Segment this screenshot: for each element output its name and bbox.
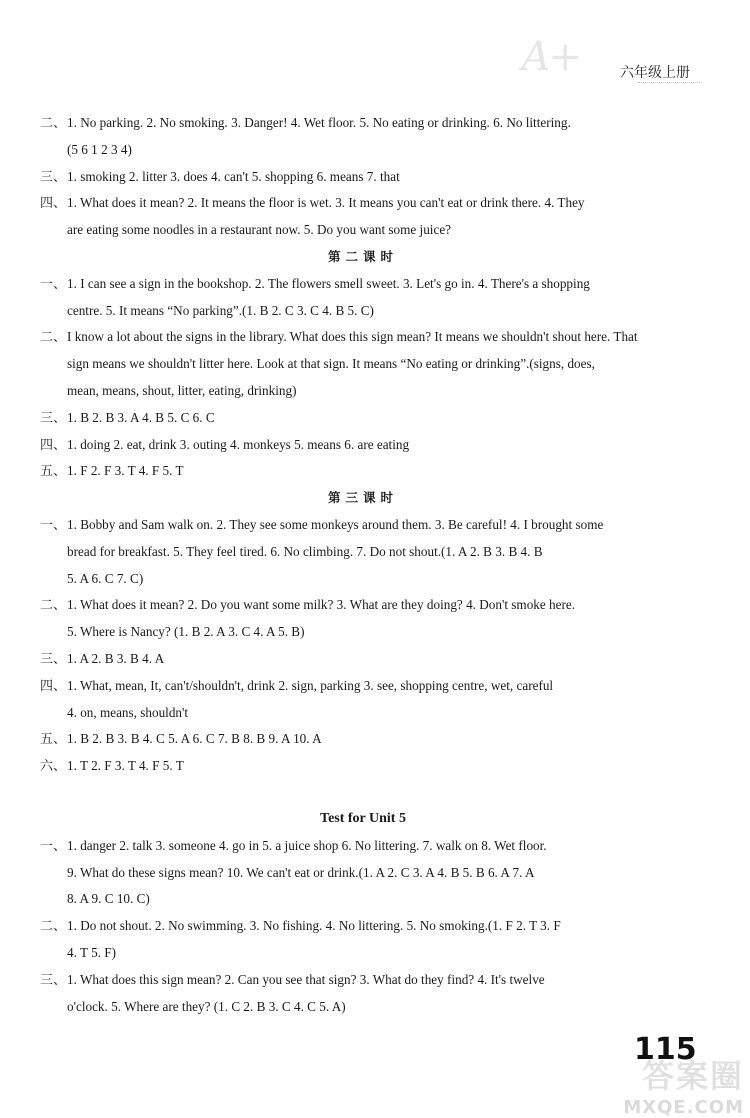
answer-line-continued: mean, means, shout, litter, eating, drinking) <box>67 382 297 398</box>
answer-line <box>40 753 686 780</box>
answer-text: 1. Do not shout. 2. No swimming. 3. No fishing. 4. No littering. 5. No smoking.(1. F 2. T 3. F <box>67 918 561 934</box>
answer-text: 1. What does it mean? 2. It means the floor is wet. 3. It means you can't eat or drink there. 4. They <box>67 195 585 211</box>
answer-line-continued: (5 6 1 2 3 4) <box>67 141 132 157</box>
answer-line-continued: 4. on, means, shouldn't <box>67 704 189 720</box>
section-number: 一、 <box>40 276 67 292</box>
answer-line-continued: 5. A 6. C 7. C) <box>67 570 144 586</box>
section-number: 二、 <box>40 919 67 935</box>
answer-text: 1. What does this sign mean? 2. Can you see that sign? 3. What do they find? 4. It's twelve <box>67 971 545 987</box>
answer-line-continued: o'clock. 5. Where are they? (1. C 2. B 3. C 4. C 5. A) <box>67 998 346 1014</box>
section-number: 三、 <box>40 410 67 426</box>
section-number: 六、 <box>40 759 67 775</box>
answer-line <box>40 164 686 191</box>
answer-line <box>40 646 686 673</box>
brand-logo-icon: A+ <box>521 34 580 80</box>
watermark-text: MXQE.COM <box>623 1097 744 1118</box>
section-number: 五、 <box>40 464 67 480</box>
answer-line-continued: 9. What do these signs mean? 10. We can't eat or drink.(1. A 2. C 3. A 4. B 5. B 6. A 7. A <box>67 864 535 880</box>
answer-line <box>40 673 686 700</box>
answer-text: 1. doing 2. eat, drink 3. outing 4. monkeys 5. means 6. are eating <box>67 436 410 452</box>
answer-text: 1. danger 2. talk 3. someone 4. go in 5. a juice shop 6. No littering. 7. walk on 8. Wet floor. <box>67 837 547 853</box>
lesson-heading: 第二课时 <box>327 248 398 264</box>
watermark <box>594 1051 744 1118</box>
test-heading: Test for Unit 5 <box>320 810 406 826</box>
answer-line <box>40 405 686 432</box>
answer-line-continued: 5. Where is Nancy? (1. B 2. A 3. C 4. A 5. B) <box>67 624 305 640</box>
lesson-heading: 第三课时 <box>327 490 398 506</box>
answer-text: 1. I can see a sign in the bookshop. 2. The flowers smell sweet. 3. Let's go in. 4. There's a shopping <box>67 275 590 291</box>
section-number: 五、 <box>40 732 67 748</box>
page-number: 115 <box>634 1032 697 1067</box>
section-number: 二、 <box>40 116 67 131</box>
section-number: 四、 <box>40 196 67 212</box>
section-number: 二、 <box>40 330 67 346</box>
answer-text: 1. F 2. F 3. T 4. F 5. T <box>67 463 184 479</box>
answer-line <box>40 110 686 137</box>
answer-line <box>40 324 686 351</box>
answer-line <box>40 432 686 459</box>
grade-label: 六年级上册 <box>620 65 690 81</box>
answer-text: I know a lot about the signs in the library. What does this sign mean? It means we shouldn't shout here. That <box>67 329 638 345</box>
section-number: 一、 <box>40 517 67 533</box>
section-number: 三、 <box>40 169 67 185</box>
page-header <box>450 30 700 84</box>
section-number: 一、 <box>40 838 67 854</box>
answer-line <box>40 726 686 753</box>
answer-text: 1. smoking 2. litter 3. does 4. can't 5. shopping 6. means 7. that <box>67 168 400 184</box>
answer-line-continued: 8. A 9. C 10. C) <box>67 891 150 907</box>
answer-text: 1. A 2. B 3. B 4. A <box>67 650 165 666</box>
answer-line-continued: 4. T 5. F) <box>67 944 116 960</box>
answer-content <box>40 110 686 1020</box>
answer-text: 1. Bobby and Sam walk on. 2. They see some monkeys around them. 3. Be careful! 4. I brought some <box>67 516 604 532</box>
answer-text: 1. What does it mean? 2. Do you want some milk? 3. What are they doing? 4. Don't smoke here. <box>67 597 576 613</box>
watermark-logo: 答案圈 <box>641 1057 744 1095</box>
section-number: 四、 <box>40 437 67 453</box>
section-number: 四、 <box>40 678 67 694</box>
answer-line-continued: are eating some noodles in a restaurant now. 5. Do you want some juice? <box>67 222 452 238</box>
answer-text: 1. B 2. B 3. A 4. B 5. C 6. C <box>67 409 215 425</box>
answer-line <box>40 592 686 619</box>
answer-line <box>40 913 686 940</box>
answer-text: 1. T 2. F 3. T 4. F 5. T <box>67 758 184 774</box>
answer-line-continued: centre. 5. It means “No parking”.(1. B 2. C 3. C 4. B 5. C) <box>67 302 374 318</box>
answer-text: 1. B 2. B 3. B 4. C 5. A 6. C 7. B 8. B 9. A 10. A <box>67 731 322 747</box>
answer-line-continued: sign means we shouldn't litter here. Look at that sign. It means “No eating or drinking”.(signs, does, <box>67 356 595 372</box>
answer-line <box>40 271 686 298</box>
answer-line-continued: bread for breakfast. 5. They feel tired. 6. No climbing. 7. Do not shout.(1. A 2. B 3. B 4. B <box>67 543 543 559</box>
answer-line <box>40 833 686 860</box>
section-number: 三、 <box>40 972 67 988</box>
answer-line <box>40 512 686 539</box>
answer-text: 1. What, mean, It, can't/shouldn't, drink 2. sign, parking 3. see, shopping centre, wet, careful <box>67 677 554 693</box>
header-rule <box>638 82 700 83</box>
answer-line <box>40 458 686 485</box>
section-number: 三、 <box>40 651 67 667</box>
section-number: 二、 <box>40 598 67 614</box>
answer-text: 1. No parking. 2. No smoking. 3. Danger! 4. Wet floor. 5. No eating or drinking. 6. No littering. <box>67 115 571 130</box>
answer-line <box>40 967 686 994</box>
answer-line <box>40 190 686 217</box>
